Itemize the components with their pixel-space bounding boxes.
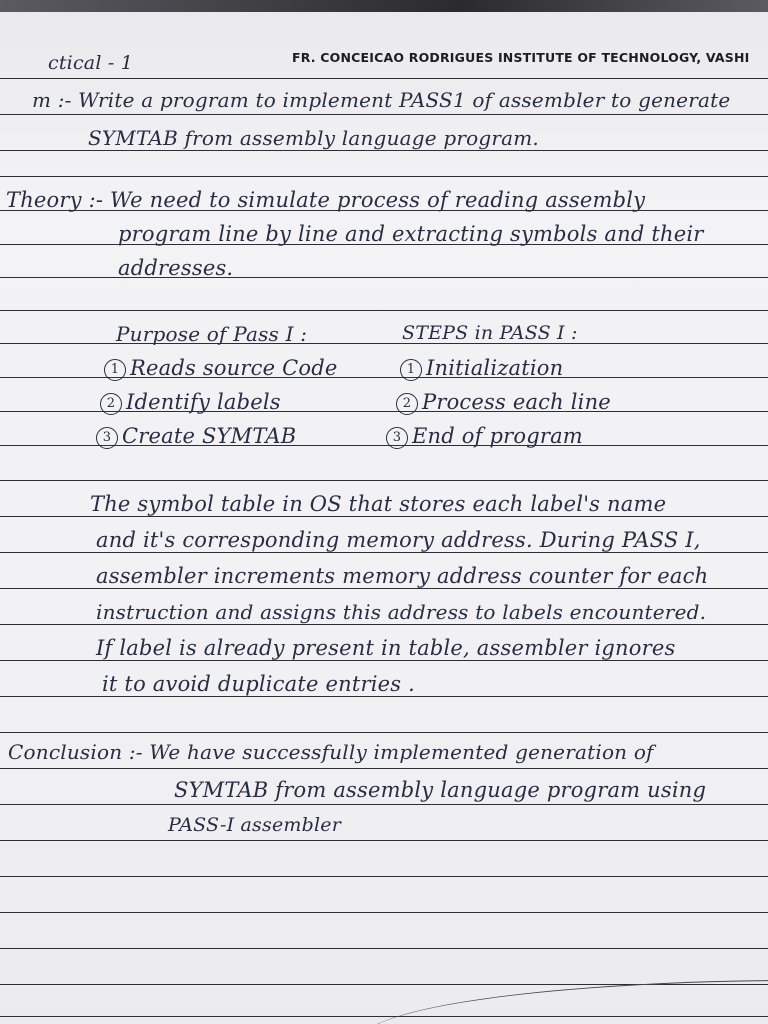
- rule-line: [0, 840, 768, 841]
- paragraph-line-4: instruction and assigns this address to labels encountered.: [96, 600, 707, 624]
- rule-line: [0, 277, 768, 278]
- practical-number: ctical - 1: [48, 52, 133, 74]
- number-2-icon: 2: [100, 393, 122, 415]
- aim-line-1: m :- Write a program to implement PASS1 of assembler to generate: [32, 88, 731, 112]
- rule-line: [0, 310, 768, 311]
- purpose-item-text: Identify labels: [126, 390, 281, 414]
- rule-line: [0, 176, 768, 177]
- steps-item-text: Initialization: [426, 356, 564, 380]
- conclusion-line-3: PASS-I assembler: [168, 814, 341, 836]
- rule-line: [0, 552, 768, 553]
- purpose-heading: Purpose of Pass I :: [116, 322, 308, 346]
- purpose-item-text: Reads source Code: [130, 356, 338, 380]
- steps-item: [396, 392, 611, 415]
- rule-line: [0, 696, 768, 697]
- rule-line: [0, 114, 768, 115]
- number-2-icon: 2: [396, 393, 418, 415]
- number-1-icon: 1: [104, 359, 126, 381]
- rule-line: [0, 588, 768, 589]
- rule-line: [0, 804, 768, 805]
- steps-item: [386, 426, 583, 449]
- purpose-item: [100, 392, 281, 415]
- number-3-icon: 3: [96, 427, 118, 449]
- page-top-edge: [0, 0, 768, 12]
- aim-line-2: SYMTAB from assembly language program.: [88, 126, 539, 150]
- rule-line: [0, 912, 768, 913]
- steps-item-text: Process each line: [422, 390, 611, 414]
- institute-header: FR. CONCEICAO RODRIGUES INSTITUTE OF TECHNOLOGY, VASHI: [292, 50, 750, 65]
- purpose-item-text: Create SYMTAB: [122, 424, 297, 448]
- page-curl: [360, 980, 768, 1024]
- rule-line: [0, 948, 768, 949]
- paragraph-line-3: assembler increments memory address counter for each: [96, 564, 709, 588]
- number-3-icon: 3: [386, 427, 408, 449]
- steps-item: [400, 358, 563, 381]
- rule-line: [0, 768, 768, 769]
- purpose-item: [96, 426, 296, 449]
- steps-heading: STEPS in PASS I :: [402, 322, 578, 344]
- conclusion-line-2: SYMTAB from assembly language program using: [174, 778, 707, 802]
- rule-line: [0, 516, 768, 517]
- conclusion-line-1: Conclusion :- We have successfully implemented generation of: [8, 740, 654, 764]
- rule-line: [0, 660, 768, 661]
- rule-line: [0, 876, 768, 877]
- number-1-icon: 1: [400, 359, 422, 381]
- rule-line: [0, 624, 768, 625]
- paragraph-line-1: The symbol table in OS that stores each label's name: [90, 492, 667, 516]
- paragraph-line-6: it to avoid duplicate entries .: [102, 672, 416, 696]
- theory-line-3: addresses.: [118, 256, 234, 280]
- rule-line: [0, 480, 768, 481]
- paragraph-line-2: and it's corresponding memory address. During PASS I,: [96, 528, 701, 552]
- purpose-item: [104, 358, 337, 381]
- steps-item-text: End of program: [412, 424, 583, 448]
- rule-line: [0, 150, 768, 151]
- theory-line-1: Theory :- We need to simulate process of reading assembly: [6, 188, 646, 212]
- rule-line: [0, 78, 768, 79]
- theory-line-2: program line by line and extracting symbols and their: [118, 222, 704, 246]
- rule-line: [0, 732, 768, 733]
- paragraph-line-5: If label is already present in table, assembler ignores: [96, 636, 676, 660]
